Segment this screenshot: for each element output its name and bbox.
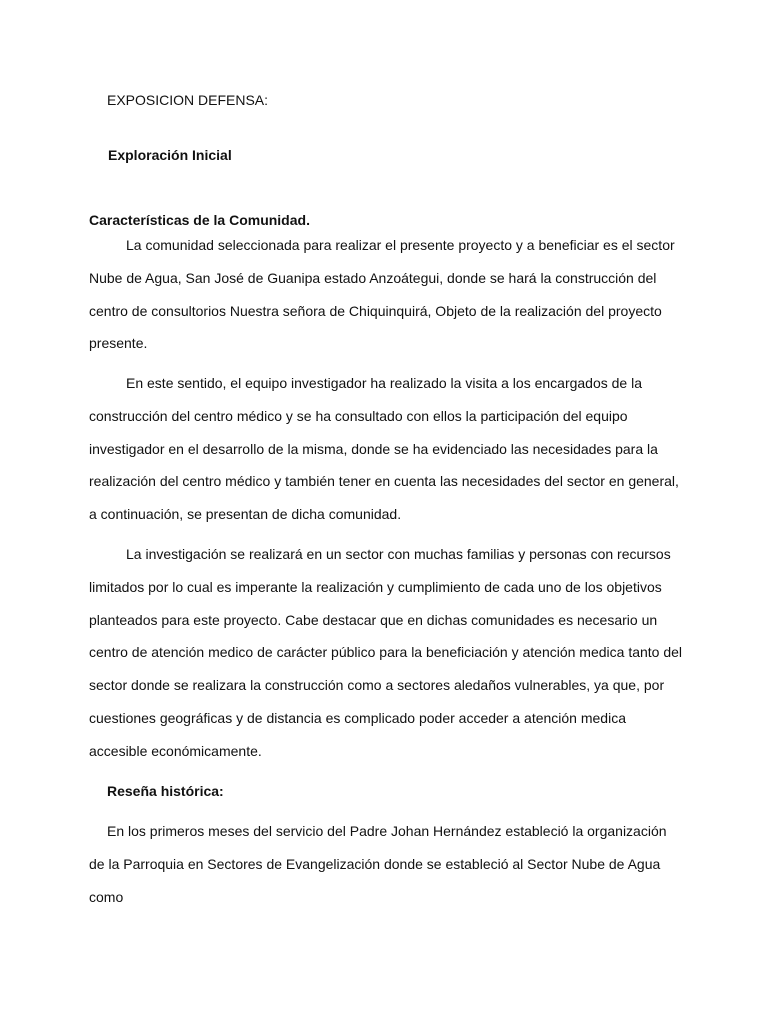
section-heading-resena-historica: Reseña histórica: [107, 783, 224, 799]
section-heading-exploracion-inicial: Exploración Inicial [108, 147, 232, 163]
document-title: EXPOSICION DEFENSA: [107, 92, 269, 108]
paragraph-investigacion: La investigación se realizará en un sector con muchas familias y personas con recursos limitados por lo cual es imperante la realización y cumplimiento de cada uno de los objetivos planteados para este proyecto. Cabe destacar que en dichas comunidades es necesario un centro de atención medico de carácter público para la beneficiación y atención medica tanto del sector donde se realizara la construcción como a sectores aledaños vulnerables, ya que, por cuestiones geográficas y de distancia es complicado poder acceder a atención medica accesible económicamente. [89, 546, 683, 759]
paragraph-equipo-investigador: En este sentido, el equipo investigador ha realizado la visita a los encargados de la construcción del centro médico y se ha consultado con ellos la participación del equipo investigador en el desarrollo de la misma, donde se ha evidenciado las necesidades para la realización del centro médico y también tener en cuenta las necesidades del sector en general, a continuación, se presentan de dicha comunidad. [89, 375, 679, 523]
section-heading-caracteristicas: Características de la Comunidad. [89, 212, 310, 228]
paragraph-comunidad: La comunidad seleccionada para realizar el presente proyecto y a beneficiar es el sector Nube de Agua, San José de Guanipa estado Anzoátegui, donde se hará la construcción del centro de consultorios Nuestra señora de Chiquinquirá, Objeto de la realización del proyecto presente. [89, 237, 675, 352]
paragraph-resena: En los primeros meses del servicio del Padre Johan Hernández estableció la organización de la Parroquia en Sectores de Evangelización donde se estableció al Sector Nube de Agua como [89, 823, 667, 905]
